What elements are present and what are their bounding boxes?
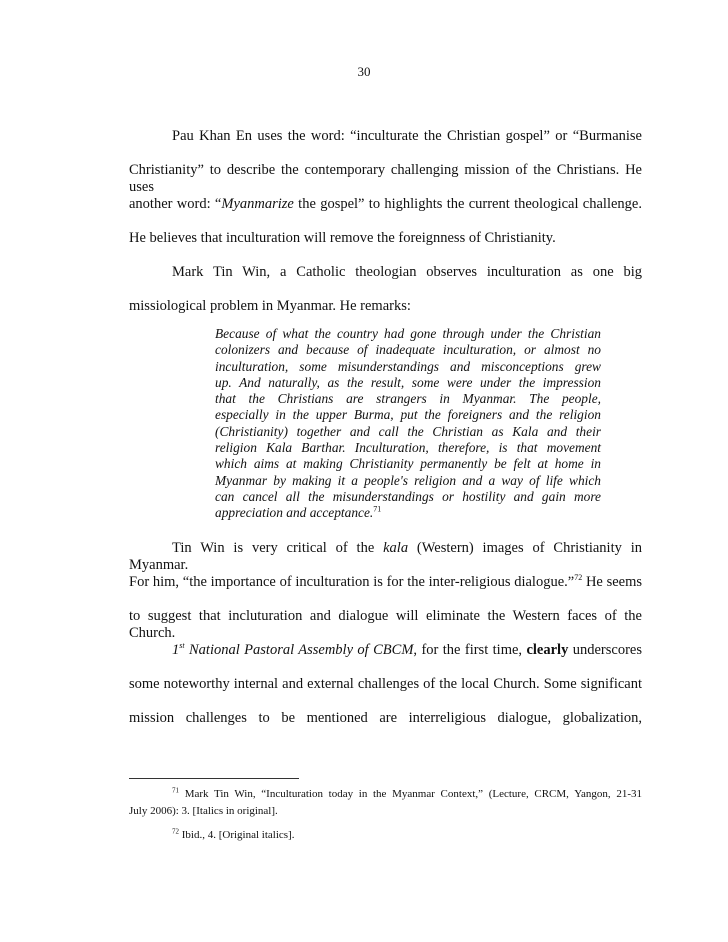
paragraph-4-line-3: mission challenges to be mentioned are interreligious dialogue, globalization, [129, 710, 642, 726]
quote-line: inculturation, some misunderstandings and misconceptions grew [215, 358, 601, 374]
emphasis-myanmarize: Myanmarize [221, 196, 294, 212]
paragraph-2-line-1: Mark Tin Win, a Catholic theologian observes inculturation as one big [172, 264, 642, 280]
bold-clearly: clearly [526, 642, 569, 658]
footnote-divider [129, 778, 299, 779]
text-span: National Pastoral Assembly of CBCM [184, 642, 414, 658]
footnote-text: Ibid., 4. [Original italics]. [181, 829, 295, 841]
footnote-71-line-2: July 2006): 3. [Italics in original]. [129, 805, 278, 817]
emphasis-kala: kala [383, 540, 409, 556]
ordinal-suffix: st [179, 641, 185, 651]
paragraph-3-line-3: to suggest that incluturation and dialogue will eliminate the Western faces of the Church. [129, 608, 642, 641]
text-span: Tin Win is very critical of the [172, 540, 384, 556]
paragraph-3-line-2 [129, 574, 642, 591]
text-span: (Western) images of Christianity in Myanmar. [129, 540, 642, 573]
page-number: 30 [357, 64, 371, 79]
paragraph-1-line-3 [129, 196, 642, 213]
text-span: He seems [582, 574, 643, 590]
text-span: underscores [568, 642, 642, 658]
quote-line: Myanmar by making it a people's religion and a way of life which [215, 472, 601, 488]
text-span: For him, “the importance of inculturation is for the inter-religious dialogue.” [129, 574, 575, 590]
paragraph-4-line-2: some noteworthy internal and external challenges of the local Church. Some significant [129, 676, 642, 692]
quote-line: that the Christians are strangers in Myanmar. The people, [215, 391, 601, 407]
quote-line: which aims at making Christianity permanently be felt at home in [215, 456, 601, 472]
text-span: the gospel” to highlights the current theological challenge. [293, 196, 642, 212]
quote-line: religion Kala Barthar. Inculturation, therefore, is that movement [215, 440, 601, 456]
paragraph-1-line-4: He believes that inculturation will remove the foreignness of Christianity. [129, 230, 556, 246]
footnote-71-line-1 [129, 786, 642, 803]
footnote-ref-71: 71 [373, 504, 382, 514]
paragraph-1-line-2: Christianity” to describe the contemporary challenging mission of the Christians. He uses [129, 162, 642, 195]
quote-line: especially in the upper Burma, put the foreigners and the religion [215, 407, 601, 423]
quote-line: can cancel all the misunderstandings or hostility and gain more [215, 488, 601, 504]
footnote-number: 72 [172, 827, 179, 836]
quote-text: appreciation and acceptance. [215, 505, 374, 521]
footnote-72 [129, 827, 642, 844]
footnote-number: 71 [172, 786, 179, 795]
paragraph-1-line-1: Pau Khan En uses the word: “inculturate the Christian gospel” or “Burmanise [172, 128, 642, 144]
paragraph-4-line-1 [129, 642, 642, 659]
footnote-text: Mark Tin Win, “Inculturation today in the Myanmar Context,” (Lecture, CRCM, Yangon, 21-31 [184, 788, 643, 800]
emphasis-assembly-name [172, 642, 413, 658]
text-span: , for the first time, [413, 642, 527, 658]
text-span: another word: “ [129, 196, 222, 212]
quote-line: colonizers and because of inadequate inculturation, or almost no [215, 342, 601, 358]
quote-line: Because of what the country had gone through under the Christian [215, 326, 601, 341]
paragraph-2-line-2: missiological problem in Myanmar. He remarks: [129, 298, 411, 314]
footnote-ref-72: 72 [574, 573, 583, 583]
paragraph-3-line-1 [129, 540, 642, 574]
quote-line [215, 505, 601, 521]
text-span: 1 [172, 642, 180, 658]
quote-line: (Christianity) together and call the Christian as Kala and their [215, 423, 601, 439]
quote-line: up. And naturally, as the result, some were under the impression [215, 374, 601, 390]
block-quote [215, 326, 601, 522]
